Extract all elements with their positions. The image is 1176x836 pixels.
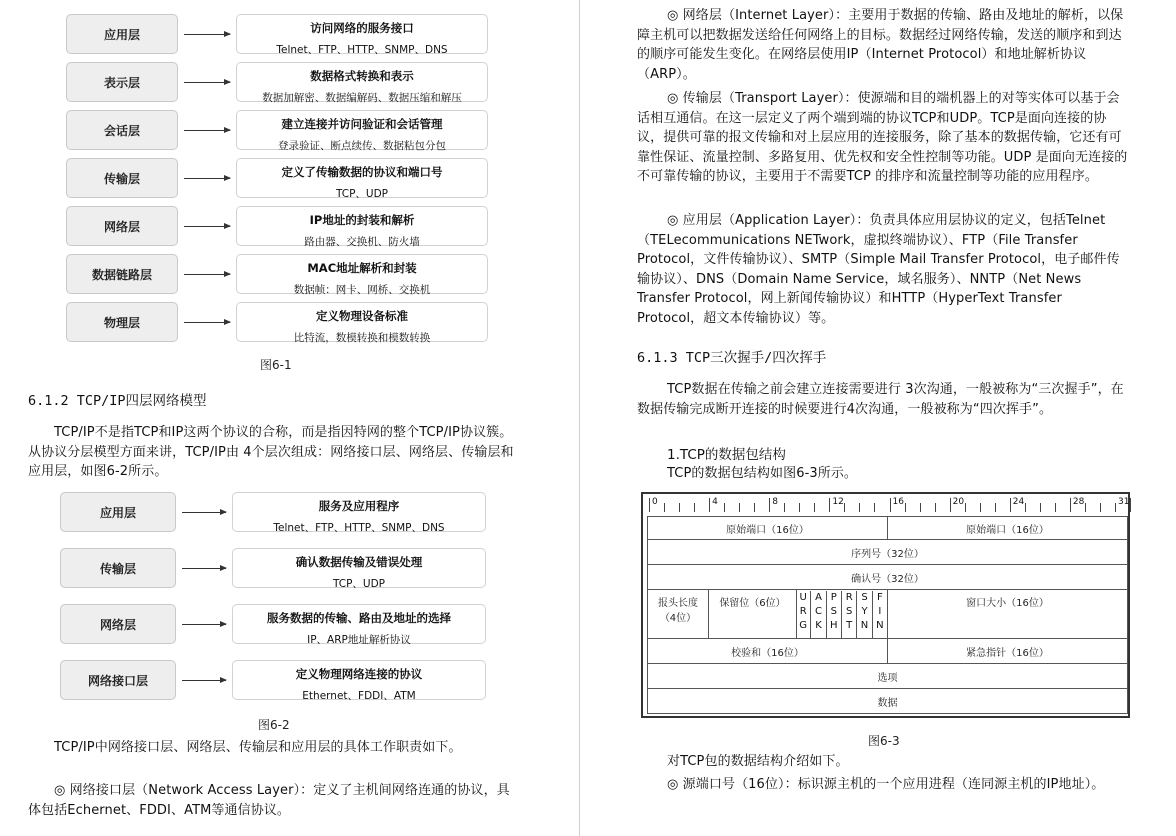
- osi-description: [236, 110, 488, 150]
- osi-description: [236, 254, 488, 294]
- bit-tick: [935, 503, 936, 512]
- bit-label: 24: [1012, 497, 1025, 507]
- osi-detail: 路由器、交换机、防火墙: [304, 236, 420, 248]
- bit-tick: [844, 503, 845, 512]
- tcp-flag-syn: S Y N: [857, 591, 872, 639]
- osi-description: [236, 14, 488, 54]
- osi-layer-name: 数据链路层: [66, 254, 178, 294]
- tcpip-layer-name: 网络接口层: [60, 660, 176, 700]
- tcp-options: 选项: [647, 663, 1128, 689]
- tcpip-title: 服务数据的传输、路由及地址的选择: [267, 611, 451, 625]
- osi-row: [66, 110, 496, 152]
- osi-description: [236, 302, 488, 342]
- bit-label: 28: [1072, 497, 1085, 507]
- osi-arrow: [184, 226, 230, 227]
- osi-detail: 比特流，数模转换和模数转换: [293, 332, 431, 344]
- osi-row: [66, 302, 496, 344]
- bit-tick: [965, 503, 966, 512]
- osi-arrow: [184, 322, 230, 323]
- paragraph-network-access-layer: ◎ 网络接口层（Network Access Layer）：定义了主机间网络连通的协议，具体包括Echernet、FDDI、ATM等通信协议。: [28, 783, 510, 818]
- bit-tick: [859, 503, 860, 512]
- bit-tick: [1100, 503, 1101, 512]
- paragraph-tcpip-intro: TCP/IP不是指TCP和IP这两个协议的合称，而是指因特网的整个TCP/IP协议簇。从协议分层模型方面来讲，TCP/IP由 4个层次组成：网络接口层、网络层、传输层和应用层，如图6-2所示。: [28, 425, 514, 479]
- bit-label: 4: [712, 497, 718, 507]
- tcpip-arrow: [182, 512, 226, 513]
- osi-arrow: [184, 274, 230, 275]
- tcp-window-size: 窗口大小（16位）: [887, 589, 1128, 639]
- osi-title: 数据格式转换和表示: [310, 69, 414, 83]
- bit-label: 31: [1117, 497, 1130, 507]
- tcp-header-length-label: 报头长度（4位）: [658, 598, 698, 624]
- bit-tick: [1040, 503, 1041, 512]
- osi-title: 定义了传输数据的协议和端口号: [281, 165, 443, 179]
- tcpip-description: [232, 660, 486, 700]
- bit-label: 8: [772, 497, 778, 507]
- paragraph-internet-layer: ◎ 网络层（Internet Layer）：主要用于数据的传输、路由及地址的解析，以保障主机可以把数据发送给任何网络上的目标。数据经过网络传输，发送的顺序和到达的顺序可能发生变化。在网络层使用IP（Internet Protocol）和地址解析协议（ARP）。: [637, 8, 1124, 82]
- bit-label: 20: [952, 497, 965, 507]
- bit-tick: [1085, 503, 1086, 512]
- bit-tick: [1010, 498, 1011, 512]
- paragraph-layer-duties: TCP/IP中网络接口层、网络层、传输层和应用层的具体工作职责如下。: [54, 740, 462, 755]
- paragraph-transport-layer: ◎ 传输层（Transport Layer）：使源端和目的端机器上的对等实体可以基于会话相互通信。在这一层定义了两个端到端的协议TCP和UDP。TCP是面向连接的协议，提供可靠的报文传输和对上层应用的连接服务，除了基本的数据传输，它还有可靠性保证、流量控制、多路复用、优先权和安全性控制等功能。UDP 是面向无连接的不可靠传输的协议，主要用于不需要TCP 的排序和流量控制等功能的应用程序。: [637, 91, 1128, 184]
- tcp-sequence-number: 序列号（32位）: [647, 539, 1128, 565]
- osi-title: 定义物理设备标准: [316, 309, 408, 323]
- osi-arrow: [184, 130, 230, 131]
- tcpip-layer-name: 传输层: [60, 548, 176, 588]
- osi-row: [66, 254, 496, 296]
- tcp-flag-fin: F I N: [873, 591, 888, 639]
- bit-tick: [724, 503, 725, 512]
- bit-label: 0: [652, 497, 658, 507]
- section-heading-6-1-2: 6.1.2 TCP/IP四层网络模型: [28, 393, 207, 409]
- osi-layer-diagram: [66, 14, 496, 344]
- tcpip-arrow: [182, 624, 226, 625]
- tcpip-detail: Telnet、FTP、HTTP、SNMP、DNS: [273, 522, 445, 534]
- bit-tick: [829, 498, 830, 512]
- bit-tick: [950, 498, 951, 512]
- tcpip-row: [60, 548, 490, 590]
- paragraph-handshake: TCP数据在传输之前会建立连接需要进行 3次沟通，一般被称为“三次握手”，在数据传输完成断开连接的时候要进行4次沟通，一般被称为“四次挥手”。: [637, 382, 1124, 417]
- osi-row: [66, 206, 496, 248]
- tcp-flag-urg: U R G: [796, 591, 811, 639]
- osi-layer-name: 应用层: [66, 14, 178, 54]
- paragraph-application-layer: ◎ 应用层（Application Layer）：负责具体应用层协议的定义，包括Telnet（TELecommunications NETwork，虚拟终端协议）、FTP（File Transfer Protocol，文件传输协议）、SMTP（Simple Mail Transfer Protocol，电子邮件传输协议）、DNS（Domain Name Service，域名服务）、NNTP（Net News Transfer Protocol，网上新闻传输协议）和HTTP（HyperText Transfer Protocol，超文本传输协议）等。: [637, 213, 1120, 326]
- bit-tick: [679, 503, 680, 512]
- tcpip-row: [60, 604, 490, 646]
- tcp-header-length: [647, 589, 709, 639]
- osi-row: [66, 158, 496, 200]
- tcpip-detail: Ethernet、FDDI、ATM: [302, 690, 416, 702]
- bit-tick: [1025, 503, 1026, 512]
- tcp-flag-ack: A C K: [811, 591, 826, 639]
- osi-arrow: [184, 34, 230, 35]
- figure-caption-6-3: 图6-3: [868, 734, 900, 748]
- bit-tick: [890, 498, 891, 512]
- tcpip-description: [232, 492, 486, 532]
- bit-tick: [1115, 503, 1116, 512]
- subheading-tcp-packet-structure: 1.TCP的数据包结构: [667, 447, 786, 463]
- tcpip-title: 确认数据传输及错误处理: [295, 555, 423, 569]
- bit-tick: [664, 503, 665, 512]
- tcp-data: 数据: [647, 688, 1128, 714]
- bit-tick: [874, 503, 875, 512]
- bit-tick: [649, 498, 650, 512]
- tcpip-title: 定义物理网络连接的协议: [295, 667, 423, 681]
- paragraph-structure-intro: 对TCP包的数据结构介绍如下。: [667, 754, 849, 769]
- osi-description: [236, 62, 488, 102]
- osi-title: MAC地址解析和封装: [307, 261, 417, 275]
- section-heading-6-1-3: 6.1.3 TCP三次握手/四次挥手: [637, 350, 827, 366]
- bit-tick: [1070, 498, 1071, 512]
- bit-tick: [980, 503, 981, 512]
- tcp-header-table: [641, 492, 1130, 718]
- bit-ruler: [643, 494, 1128, 516]
- tcpip-layer-name: 应用层: [60, 492, 176, 532]
- tcpip-description: [232, 604, 486, 644]
- tcp-src-port: 原始端口（16位）: [647, 516, 888, 540]
- bit-tick: [920, 503, 921, 512]
- osi-title: 访问网络的服务接口: [310, 21, 414, 35]
- paragraph-structure-ref: TCP的数据包结构如图6-3所示。: [667, 466, 858, 481]
- osi-detail: 数据帧：网卡、网桥、交换机: [293, 284, 431, 296]
- tcpip-detail: IP、ARP地址解析协议: [307, 634, 411, 646]
- osi-layer-name: 表示层: [66, 62, 178, 102]
- tcp-checksum: 校验和（16位）: [647, 638, 888, 664]
- bit-label: 12: [832, 497, 844, 507]
- tcpip-layer-name: 网络层: [60, 604, 176, 644]
- page-divider: [579, 0, 580, 836]
- osi-detail: 数据加解密、数据编解码、数据压缩和解压: [262, 92, 462, 104]
- osi-title: 建立连接并访问验证和会话管理: [281, 117, 443, 131]
- bit-tick: [814, 503, 815, 512]
- tcp-flags: [796, 589, 888, 639]
- bit-tick: [1130, 498, 1131, 512]
- tcp-flag-rst: R S T: [842, 591, 857, 639]
- bit-tick: [739, 503, 740, 512]
- tcp-dst-port: 原始端口（16位）: [887, 516, 1128, 540]
- bit-tick: [995, 503, 996, 512]
- tcpip-title: 服务及应用程序: [318, 499, 400, 513]
- tcpip-description: [232, 548, 486, 588]
- tcpip-arrow: [182, 568, 226, 569]
- tcp-urgent-pointer: 紧急指针（16位）: [887, 638, 1128, 664]
- bit-tick: [905, 503, 906, 512]
- paragraph-source-port: ◎ 源端口号（16位）：标识源主机的一个应用进程（连同源主机的IP地址）。: [667, 777, 1105, 792]
- osi-layer-name: 物理层: [66, 302, 178, 342]
- osi-detail: 登录验证、断点续传、数据粘包分包: [278, 140, 446, 152]
- tcpip-row: [60, 492, 490, 534]
- tcp-ack-number: 确认号（32位）: [647, 564, 1128, 590]
- osi-arrow: [184, 82, 230, 83]
- bit-tick: [784, 503, 785, 512]
- osi-layer-name: 传输层: [66, 158, 178, 198]
- figure-caption-6-2: 图6-2: [258, 718, 290, 732]
- osi-description: [236, 206, 488, 246]
- bit-tick: [709, 498, 710, 512]
- tcpip-layer-diagram: [60, 492, 490, 712]
- tcpip-arrow: [182, 680, 226, 681]
- tcpip-detail: TCP、UDP: [332, 578, 386, 590]
- bit-tick: [799, 503, 800, 512]
- osi-layer-name: 会话层: [66, 110, 178, 150]
- osi-row: [66, 62, 496, 104]
- tcpip-row: [60, 660, 490, 702]
- osi-arrow: [184, 178, 230, 179]
- bit-tick: [1055, 503, 1056, 512]
- osi-row: [66, 14, 496, 56]
- osi-description: [236, 158, 488, 198]
- tcp-flag-psh: P S H: [827, 591, 842, 639]
- osi-layer-name: 网络层: [66, 206, 178, 246]
- osi-detail: Telnet、FTP、HTTP、SNMP、DNS: [276, 44, 448, 56]
- bit-tick: [754, 503, 755, 512]
- figure-caption-6-1: 图6-1: [260, 358, 292, 372]
- bit-tick: [694, 503, 695, 512]
- bit-tick: [769, 498, 770, 512]
- bit-label: 16: [892, 497, 904, 507]
- osi-detail: TCP、UDP: [335, 188, 389, 200]
- tcp-reserved: 保留位（6位）: [708, 589, 797, 639]
- osi-title: IP地址的封装和解析: [309, 213, 415, 227]
